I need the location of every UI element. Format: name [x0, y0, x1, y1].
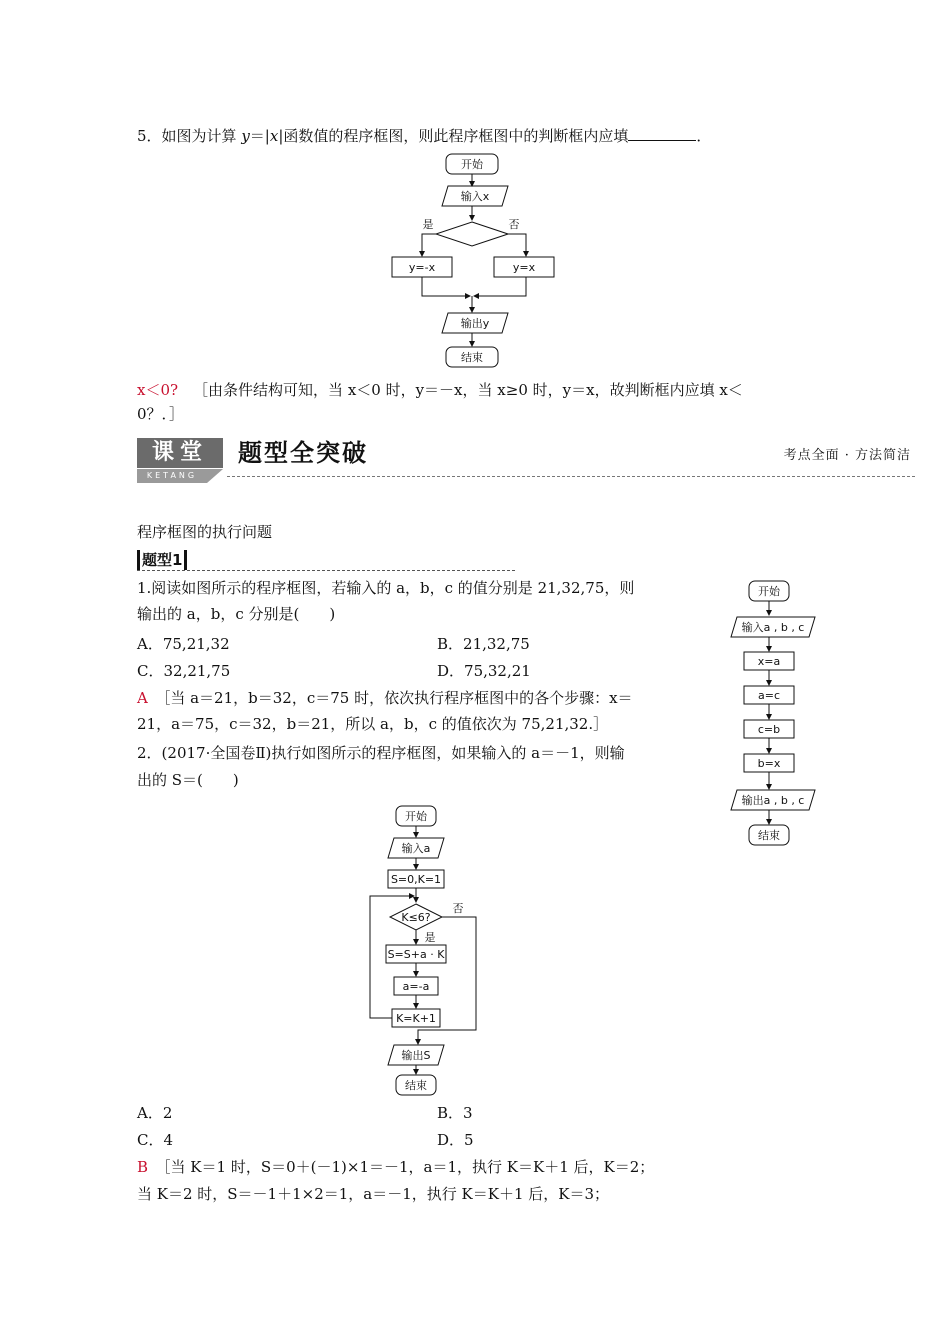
q2-answer-line2: 当 K＝2 时，S＝－1＋1×2＝1，a＝－1，执行 K＝K＋1 后，K＝3；: [137, 1185, 610, 1203]
q1-option-a: A．75,21,32: [137, 635, 230, 653]
flowchart-abs-value: [380, 150, 580, 372]
tixing-divider: [137, 570, 515, 571]
q2-option-d: D．5: [437, 1131, 474, 1149]
q5-explanation-1: ［由条件结构可知，当 x＜0 时，y＝－x，当 x≥0 时，y＝x，故判断框内应填 x＜: [193, 381, 743, 399]
fc2-step3: c=b: [757, 723, 781, 736]
fc1-start: 开始: [461, 158, 483, 171]
q1-option-c: C．32,21,75: [137, 662, 231, 680]
fc3-step2: a=-a: [402, 980, 430, 993]
q1-option-b: B．21,32,75: [437, 635, 530, 653]
flowchart-sum-loop: [362, 800, 492, 1100]
fc1-input: 输入x: [460, 190, 490, 203]
q1-answer-key: A: [137, 689, 148, 707]
q1-answer-line1: [137, 688, 633, 708]
fc1-decision: [436, 222, 508, 246]
banner-tag: 课堂: [137, 438, 223, 468]
q2-line1: 2．(2017·全国卷Ⅱ)执行如图所示的程序框图，如果输入的 a＝－1，则输: [137, 744, 625, 762]
fc3-step1: S=S+a · K: [387, 948, 445, 961]
fc3-condition: K≤6?: [401, 911, 431, 924]
section-banner: [137, 438, 915, 486]
banner-triangle: [207, 469, 223, 483]
fc3-yes: 是: [424, 931, 436, 944]
section-title: 程序框图的执行问题: [137, 523, 273, 541]
q5-answer-line2: 0？．］: [137, 405, 185, 423]
fc2-step2: a=c: [757, 689, 781, 702]
flowchart-swap: [725, 575, 825, 855]
q5-answer-key: x＜0?: [137, 381, 179, 399]
q1-explanation-1: ［当 a＝21，b＝32，c＝75 时，依次执行程序框图中的各个步骤：x＝: [155, 689, 633, 707]
fc3-output: 输出S: [401, 1049, 431, 1062]
banner-title: 题型全突破: [238, 439, 368, 467]
answer-blank: [628, 126, 696, 141]
banner-divider: [227, 476, 915, 477]
fc3-end: 结束: [405, 1079, 427, 1092]
fc2-step1: x=a: [757, 655, 781, 668]
fc1-no: 否: [508, 218, 520, 231]
q5-text-end: ．: [696, 127, 712, 145]
q5-text-a: 5．如图为计算: [137, 127, 242, 145]
fc1-end: 结束: [461, 351, 483, 364]
q5-var-x: x: [269, 127, 279, 145]
fc1-yes: 是: [422, 218, 434, 231]
fc2-end: 结束: [758, 829, 780, 842]
fc3-start: 开始: [405, 810, 427, 823]
q2-option-a: A．2: [137, 1104, 173, 1122]
q2-option-b: B．3: [437, 1104, 473, 1122]
fc2-input: 输入a , b , c: [741, 621, 805, 634]
q2-answer-line1: [137, 1157, 654, 1177]
fc1-output: 输出y: [460, 317, 490, 330]
q1-answer-line2: 21，a＝75，c＝32，b＝21，所以 a，b，c 的值依次为 75,21,32.］: [137, 715, 609, 733]
q5-question: [137, 126, 711, 146]
fc3-no: 否: [452, 902, 464, 915]
fc3-input: 输入a: [401, 842, 431, 855]
q1-option-d: D．75,32,21: [437, 662, 531, 680]
fc1-right: y=x: [512, 261, 536, 274]
fc2-step4: b=x: [757, 757, 781, 770]
q5-text-b: ＝|: [249, 127, 270, 145]
q2-answer-key: B: [137, 1158, 149, 1176]
q2-option-c: C．4: [137, 1131, 174, 1149]
q5-var-y: y: [241, 127, 250, 145]
q5-text-c: |函数值的程序框图，则此程序框图中的判断框内应填: [278, 127, 629, 145]
q1-line1: 1.阅读如图所示的程序框图，若输入的 a，b，c 的值分别是 21,32,75，则: [137, 579, 635, 597]
fc1-left: y=-x: [408, 261, 436, 274]
fc3-step3: K=K+1: [396, 1012, 436, 1025]
q2-explanation-1: ［当 K＝1 时，S＝0＋(－1)×1＝－1，a＝1，执行 K＝K＋1 后，K＝2；: [155, 1158, 655, 1176]
fc2-output: 输出a , b , c: [741, 794, 805, 807]
fc2-start: 开始: [758, 585, 780, 598]
q1-line2: 输出的 a，b，c 分别是( ): [137, 605, 336, 623]
banner-tag-sub: KETANG: [137, 469, 207, 483]
tixing-label: 题型1: [137, 550, 187, 570]
q2-line2: 出的 S＝( ): [137, 771, 239, 789]
banner-right-text: 考点全面 · 方法简洁: [783, 448, 911, 463]
q5-answer-line1: [137, 380, 743, 400]
fc3-init: S=0,K=1: [390, 873, 442, 886]
